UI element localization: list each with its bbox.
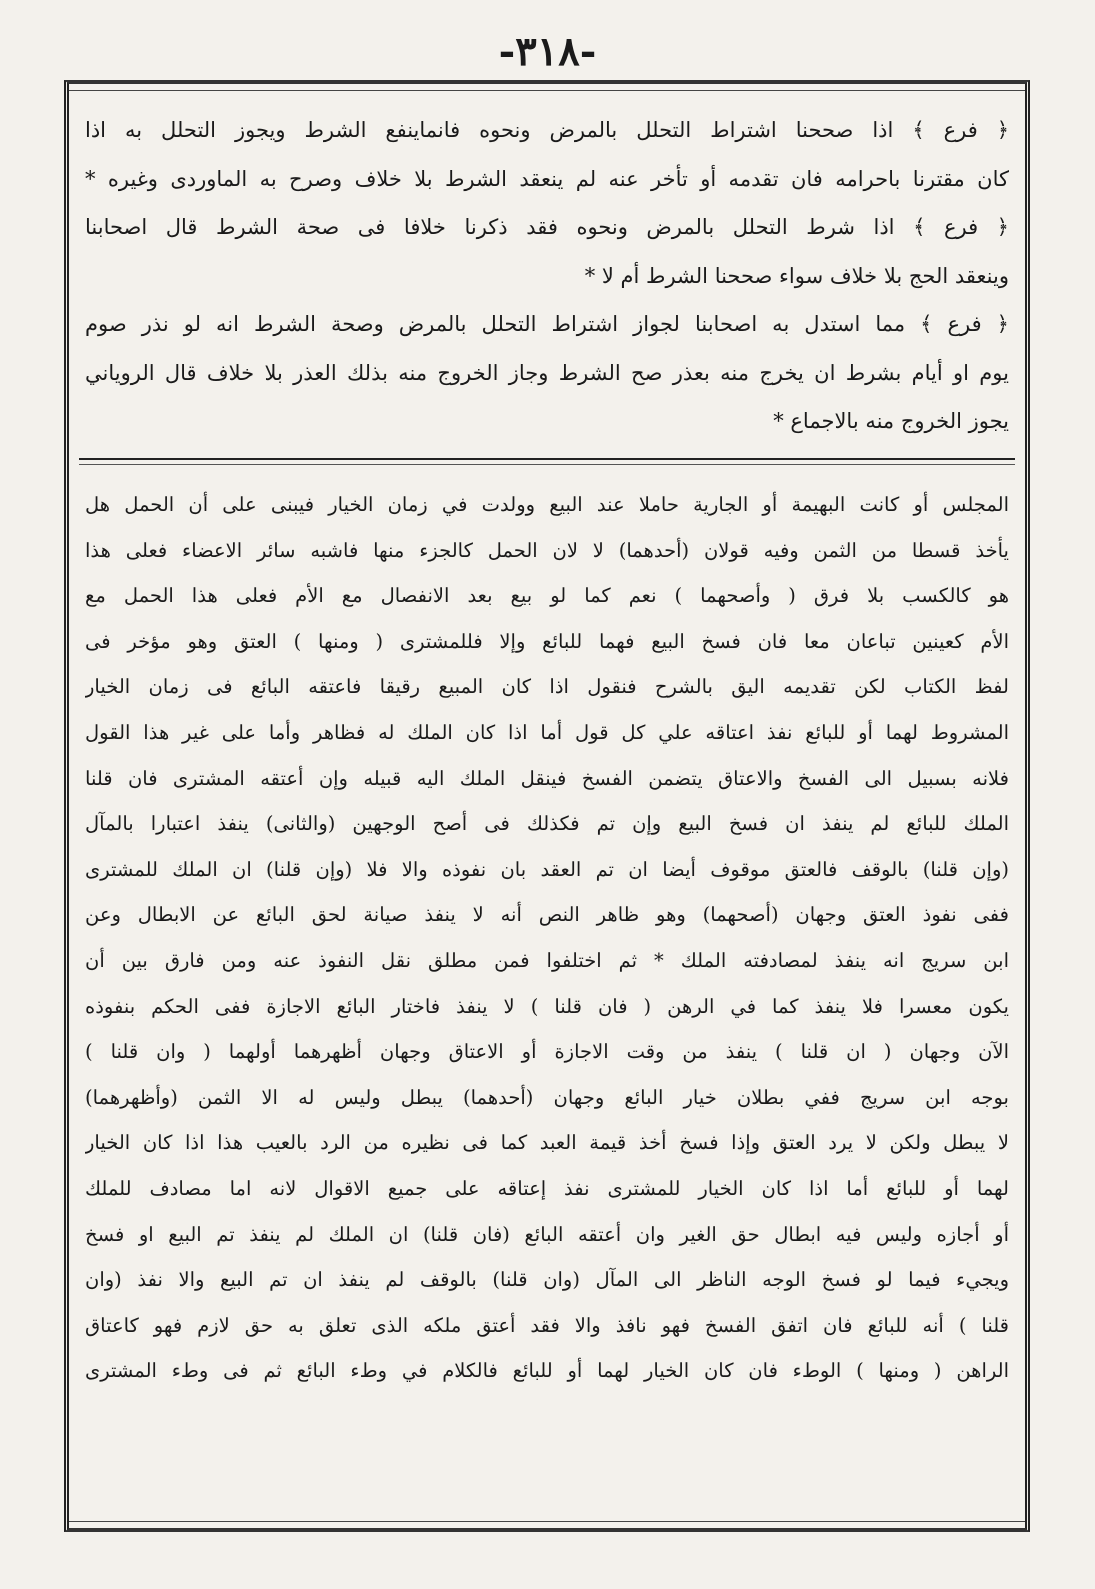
lower-line: ابن سريج انه ينفذ لمصادفته الملك * ثم اختلفوا فمن مطلق نقل النفوذ عنه ومن فارق بين أن [85,948,1009,972]
lower-line: بوجه ابن سريج ففي بطلان خيار البائع وجهان (أحدهما) يبطل وليس له الا الثمن (وأظهرهما) [85,1085,1009,1109]
upper-line: يجوز الخروج منه بالاجماع * [773,409,1009,433]
frame-bottom-rule [69,1521,1025,1522]
lower-line: يأخذ قسطا من الثمن وفيه قولان (أحدهما) لا لان الحمل كالجزء منها فاشبه سائر الاعضاء فعلى هذا [85,538,1009,562]
lower-line: فلانه بسبيل الى الفسخ والاعتاق يتضمن الفسخ فينقل الملك اليه قبيله وإن أعتقه المشترى فان قلنا [85,766,1009,790]
lower-line: الأم كعينين تباعان معا فان فسخ البيع فهما للبائع وإلا فللمشترى ( ومنها ) العتق وهو مؤخر فى [85,629,1009,653]
lower-line: يكون معسرا فلا ينفذ كما في الرهن ( فان قلنا ) لا ينفذ فاختار البائع الاجازة ففى الحكم بنفوذه [85,994,1009,1018]
lower-line: ففى نفوذ العتق وجهان (أصحهما) وهو ظاهر النص أنه لا ينفذ صيانة لحق البائع عن الابطال وعن [85,903,1009,927]
page-number: -٣١٨- [498,28,597,75]
upper-line: وينعقد الحج بلا خلاف سواء صححنا الشرط أم لا * [584,263,1009,288]
lower-line: قلنا ) أنه للبائع فان اتفق الفسخ فهو نافذ والا فقد أعتق ملكه الذى تعلق به حق لازم فهو كاعتاق [85,1313,1009,1337]
section-divider [79,458,1015,460]
lower-line: أو أجازه وليس فيه ابطال حق الغير وان أعتقه البائع (فان قلنا) ان الملك لم ينفذ تم البيع او فسخ [85,1222,1009,1246]
upper-line: ﴿ فرع ﴾ مما استدل به اصحابنا لجواز اشتراط التحلل بالمرض وصحة الشرط انه لو نذر صوم [85,312,1009,336]
lower-line: (وإن قلنا) بالوقف فالعتق موقوف أيضا ان تم العقد بان نفوذه والا فلا (وإن قلنا) ان الملك للمشترى [85,857,1009,881]
upper-line: كان مقترنا باحرامه فان تقدمه أو تأخر عنه لم ينعقد الشرط بلا خلاف وصرح به الماوردى وغيره * [85,166,1009,191]
lower-line: الراهن ( ومنها ) الوطء فان كان الخيار لهما أو للبائع فالكلام في وطء البائع ثم فى وطء المشترى [85,1359,1009,1383]
upper-text-block [85,106,1009,458]
upper-line: ﴿ فرع ﴾ اذا صححنا اشتراط التحلل بالمرض ونحوه فانماينفع الشرط ويجوز التحلل به اذا [85,118,1009,142]
page-frame [64,80,1030,1532]
lower-line: الملك للبائع لم ينفذ ان فسخ البيع وإن تم فكذلك فى أصح الوجهين (والثانى) ينفذ اعتبارا بالمآل [85,812,1009,836]
upper-line: ﴿ فرع ﴾ اذا شرط التحلل بالمرض ونحوه فقد ذكرنا خلافا فى صحة الشرط قال اصحابنا [85,215,1009,239]
lower-line: لهما أو للبائع أما اذا كان الخيار للمشترى نفذ إعتاقه على جميع الاقوال لانه اما مصادف للملك [85,1176,1009,1200]
lower-line: ويجيء فيما لو فسخ الوجه الناظر الى المآل (وان قلنا) بالوقف لم ينفذ ان تم البيع والا نفذ (وان [85,1268,1009,1292]
upper-line: يوم او أيام بشرط ان يخرج منه بعذر صح الشرط وجاز الخروج منه بذلك العذر بلا خلاف قال الروياني [85,360,1009,385]
lower-text-block [85,482,1009,1512]
section-divider-thin [79,464,1015,465]
lower-line: المجلس أو كانت البهيمة أو الجارية حاملا عند البيع وولدت في زمان الخيار فيبنى على أن الحمل هل [85,493,1009,516]
lower-line: لفظ الكتاب لكن تقديمه اليق بالشرح فنقول اذا كان المبيع رقيقا فاعتقه البائع فى زمان الخيار [85,675,1009,699]
lower-line: هو كالكسب بلا فرق ( وأصحهما ) نعم كما لو بيع بعد الانفصال مع الأم فعلى هذا الحمل مع [85,584,1009,608]
frame-top-rule [69,90,1025,91]
lower-line: المشروط لهما أو للبائع نفذ اعتاقه علي كل قول أما اذا كان الملك له فظاهر وأما على غير هذا القول [85,720,1009,744]
lower-line: الآن وجهان ( ان قلنا ) ينفذ من وقت الاجازة أو الاعتاق وجهان أظهرهما أولهما ( وان قلنا ) [85,1040,1009,1064]
lower-line: لا يبطل ولكن لا يرد العتق وإذا فسخ أخذ قيمة العبد كما فى نظيره من الرد بالعيب هذا اذا كان الخيار [85,1131,1009,1155]
